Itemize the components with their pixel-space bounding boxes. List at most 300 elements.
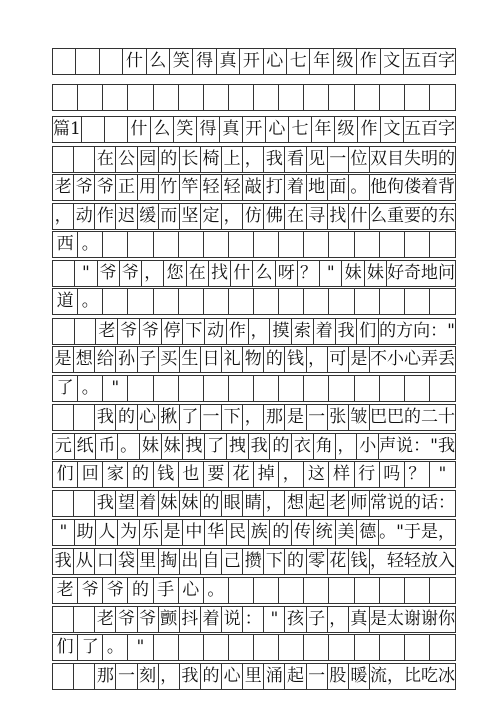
grid-cell: 坚	[180, 204, 201, 229]
grid-cell: 的	[201, 664, 222, 689]
grid-cell: 爷	[138, 607, 159, 632]
grid-cell: ？	[298, 261, 320, 286]
grid-cell: 民	[227, 520, 249, 545]
grid-cell: 角	[314, 434, 336, 459]
grid-row	[52, 260, 456, 287]
grid-cell: 一	[328, 147, 349, 172]
grid-row	[52, 577, 456, 604]
grid-cell	[179, 376, 204, 401]
grid-cell	[329, 289, 354, 314]
grid-cell: 我	[249, 434, 271, 459]
grid-cell: 的方向："	[379, 321, 455, 341]
grid-cell: 股	[328, 664, 349, 689]
grid-cell	[179, 289, 204, 314]
grid-cell: 文	[381, 49, 404, 74]
grid-cell	[154, 376, 179, 401]
grid-cell: 抖	[180, 607, 201, 632]
grid-cell	[103, 85, 128, 110]
grid-cell: 妹	[365, 261, 387, 286]
grid-cell: 级	[335, 117, 358, 142]
grid-cell	[75, 319, 97, 344]
grid-row	[52, 174, 456, 201]
grid-cell: 那	[264, 405, 285, 430]
grid-cell	[355, 289, 380, 314]
grid-cell: ，	[249, 319, 271, 344]
grid-cell: 的	[159, 147, 180, 172]
grid-cell	[430, 578, 455, 603]
grid-cell: 面	[328, 175, 349, 200]
grid-cell: 的	[201, 491, 222, 516]
grid-cell: 可	[328, 347, 349, 372]
grid-cell: 常说的话：	[369, 493, 455, 513]
grid-cell: 是太谢谢你	[369, 609, 455, 629]
grid-cell: 下	[183, 319, 205, 344]
grid-cell: 好奇地问	[386, 263, 455, 283]
grid-cell: 日	[201, 347, 222, 372]
grid-cell: 心	[266, 117, 289, 142]
grid-cell: 己	[222, 549, 243, 574]
grid-cell	[254, 232, 279, 257]
grid-cell: 寻	[307, 204, 328, 229]
grid-cell: 揪	[159, 405, 180, 430]
grid-cell: 爷	[78, 578, 103, 603]
grid-cell	[304, 85, 329, 110]
grid-cell	[355, 85, 380, 110]
grid-cell: 眼	[222, 491, 243, 516]
grid-cell	[304, 232, 329, 257]
grid-cell	[53, 664, 74, 689]
grid-cell: ：	[243, 607, 264, 632]
grid-cell: 元	[53, 434, 75, 459]
grid-cell: 。	[78, 376, 103, 401]
grid-cell: 巴巴的二十	[369, 407, 455, 427]
grid-row	[52, 231, 456, 258]
grid-cell: 里	[243, 664, 264, 689]
grid-cell	[430, 289, 455, 314]
grid-row	[52, 116, 456, 143]
grid-cell: 一	[307, 405, 328, 430]
grid-cell: "	[320, 261, 342, 286]
grid-cell: 我	[95, 405, 116, 430]
grid-cell: 心	[222, 664, 243, 689]
grid-cell	[380, 289, 405, 314]
grid-cell	[254, 85, 279, 110]
grid-cell: 轻	[201, 175, 222, 200]
grid-cell	[329, 635, 354, 660]
grid-cell: 见	[307, 147, 328, 172]
grid-row	[52, 490, 456, 517]
grid-cell: 。	[349, 175, 370, 200]
grid-cell: 美	[336, 520, 358, 545]
grid-row	[52, 606, 456, 633]
grid-cell: ，	[328, 607, 349, 632]
grid-cell: 小	[357, 434, 379, 459]
grid-cell	[53, 319, 75, 344]
grid-cell: 下	[222, 405, 243, 430]
grid-cell	[204, 232, 229, 257]
grid-cell: ，	[264, 491, 285, 516]
grid-cell: 刻	[138, 664, 159, 689]
grid-cell	[380, 85, 405, 110]
grid-cell: 真	[217, 49, 240, 74]
grid-cell: 助	[75, 520, 97, 545]
grid-cell: 不小心弄丢	[369, 349, 455, 369]
grid-cell	[405, 85, 430, 110]
grid-cell: 心	[264, 49, 287, 74]
grid-cell	[229, 289, 254, 314]
grid-cell: 张	[328, 405, 349, 430]
grid-cell: 。	[204, 578, 229, 603]
grid-cell	[53, 49, 76, 74]
grid-cell: 。	[78, 232, 103, 257]
grid-cell: 老	[53, 578, 78, 603]
grid-cell: 起	[307, 491, 328, 516]
grid-cell: ，	[222, 204, 243, 229]
grid-cell: "	[53, 520, 75, 545]
grid-cell	[100, 49, 123, 74]
grid-cell: 竿	[180, 175, 201, 200]
grid-cell: 爷	[116, 607, 137, 632]
grid-row	[52, 404, 456, 431]
grid-cell: 涌	[264, 664, 285, 689]
grid-cell	[430, 232, 455, 257]
grid-cell: 动	[205, 319, 227, 344]
grid-cell: 在	[95, 147, 116, 172]
grid-cell	[204, 289, 229, 314]
grid-cell: 衣	[292, 434, 314, 459]
grid-cell	[279, 289, 304, 314]
grid-cell: 攒	[243, 549, 264, 574]
grid-cell	[74, 405, 95, 430]
grid-cell: 五百字	[404, 119, 455, 139]
grid-cell: 公	[116, 147, 137, 172]
grid-cell	[53, 491, 74, 516]
grid-cell: 传	[292, 520, 314, 545]
grid-cell: ，	[336, 434, 358, 459]
grid-cell	[355, 635, 380, 660]
grid-cell: 币	[96, 434, 118, 459]
grid-cell: 花	[328, 549, 349, 574]
grid-cell: 零	[307, 549, 328, 574]
grid-cell: 篇1	[53, 117, 82, 142]
grid-cell: 长	[180, 147, 201, 172]
grid-cell	[53, 405, 74, 430]
grid-cell: 爷	[118, 319, 140, 344]
grid-cell: 皱	[349, 405, 370, 430]
grid-cell: 的	[264, 347, 285, 372]
grid-cell: 。"于是，	[379, 522, 455, 542]
grid-cell: 买	[159, 347, 180, 372]
grid-cell: 拽	[183, 434, 205, 459]
grid-cell: 声说："我	[379, 436, 455, 456]
grid-cell: 椅	[201, 147, 222, 172]
grid-cell: ，	[53, 204, 74, 229]
grid-cell	[229, 232, 254, 257]
grid-cell	[304, 376, 329, 401]
grid-cell: 。	[103, 635, 128, 660]
grid-cell	[279, 232, 304, 257]
grid-cell	[430, 85, 455, 110]
grid-cell: 是	[53, 347, 74, 372]
grid-cell: 的	[270, 520, 292, 545]
grid-cell: 作	[227, 319, 249, 344]
grid-cell: 么重要的东	[369, 206, 455, 226]
grid-cell	[179, 85, 204, 110]
grid-cell	[380, 635, 405, 660]
grid-cell	[229, 578, 254, 603]
grid-cell	[229, 635, 254, 660]
grid-cell	[154, 289, 179, 314]
grid-cell: 袋	[116, 549, 137, 574]
grid-cell: 停	[162, 319, 184, 344]
grid-cell	[304, 635, 329, 660]
grid-cell: 动	[74, 204, 95, 229]
grid-cell: 一	[116, 664, 137, 689]
grid-cell	[103, 289, 128, 314]
grid-cell: 爷	[74, 175, 95, 200]
grid-cell: 是	[285, 405, 306, 430]
grid-cell: 们	[53, 635, 78, 660]
grid-cell: 望	[116, 491, 137, 516]
grid-cell: 了	[53, 376, 78, 401]
grid-cell: 要	[204, 462, 229, 487]
grid-cell	[179, 635, 204, 660]
grid-cell: 年	[310, 49, 333, 74]
grid-cell: 什	[128, 117, 151, 142]
grid-cell: 掉	[254, 462, 279, 487]
grid-cell	[74, 664, 95, 689]
grid-cell	[53, 607, 74, 632]
grid-cell: 我	[336, 319, 358, 344]
grid-cell: 用	[138, 175, 159, 200]
grid-cell: 年	[312, 117, 335, 142]
grid-cell: 我	[264, 147, 285, 172]
grid-row	[52, 346, 456, 373]
grid-cell: 我	[180, 664, 201, 689]
grid-cell: 笑	[170, 49, 193, 74]
grid-row	[52, 461, 456, 488]
grid-cell: 德	[357, 520, 379, 545]
grid-cell	[405, 232, 430, 257]
grid-cell: 缓	[138, 204, 159, 229]
grid-cell	[329, 85, 354, 110]
grid-cell: 看	[285, 147, 306, 172]
grid-cell	[355, 376, 380, 401]
grid-cell: 摸	[270, 319, 292, 344]
grid-cell: 钱	[349, 549, 370, 574]
grid-cell: 里	[138, 549, 159, 574]
grid-cell: 心	[138, 405, 159, 430]
grid-cell: 上	[222, 147, 243, 172]
grid-cell: 们	[357, 319, 379, 344]
grid-cell: 着	[138, 491, 159, 516]
grid-cell: 爷	[103, 578, 128, 603]
grid-cell: 说	[222, 607, 243, 632]
grid-row	[52, 375, 456, 402]
grid-cell	[254, 635, 279, 660]
grid-cell	[329, 578, 354, 603]
grid-cell: 纸	[75, 434, 97, 459]
grid-cell: "	[103, 376, 128, 401]
grid-cell: 回	[78, 462, 103, 487]
grid-cell: 七	[287, 49, 310, 74]
grid-cell	[53, 261, 75, 286]
grid-cell: 钱	[285, 347, 306, 372]
grid-cell	[329, 376, 354, 401]
grid-cell: 级	[334, 49, 357, 74]
grid-cell	[78, 85, 103, 110]
grid-cell: 给	[95, 347, 116, 372]
grid-cell: 您	[164, 261, 186, 286]
grid-cell: 吗	[380, 462, 405, 487]
grid-cell: 们	[53, 462, 78, 487]
grid-cell	[380, 232, 405, 257]
grid-cell: 师	[349, 491, 370, 516]
grid-cell: ，	[243, 405, 264, 430]
grid-cell: 我	[53, 549, 74, 574]
grid-cell	[304, 289, 329, 314]
grid-cell: 生	[180, 347, 201, 372]
grid-cell	[355, 578, 380, 603]
grid-cell: 园	[138, 147, 159, 172]
grid-cell	[128, 289, 153, 314]
grid-cell: 妹	[180, 491, 201, 516]
grid-cell: 西	[53, 232, 78, 257]
grid-cell: 家	[103, 462, 128, 487]
grid-cell: 妹	[140, 434, 162, 459]
grid-cell: 地	[307, 175, 328, 200]
grid-cell: 什	[123, 49, 146, 74]
grid-cell: 着	[285, 175, 306, 200]
grid-cell	[154, 232, 179, 257]
grid-row	[52, 318, 456, 345]
grid-cell	[279, 635, 304, 660]
grid-cell: 老	[53, 175, 74, 200]
grid-cell: 的	[285, 549, 306, 574]
grid-cell: 那	[95, 664, 116, 689]
grid-row	[52, 519, 456, 546]
grid-cell	[204, 635, 229, 660]
grid-cell: 老	[95, 607, 116, 632]
grid-cell	[405, 289, 430, 314]
grid-cell: 中	[183, 520, 205, 545]
grid-cell: 作	[358, 117, 381, 142]
grid-cell: 出	[180, 549, 201, 574]
grid-cell	[179, 232, 204, 257]
grid-cell: "	[75, 261, 97, 286]
grid-row	[52, 288, 456, 315]
grid-cell: 子	[307, 607, 328, 632]
grid-cell: 。	[118, 434, 140, 459]
grid-cell: 么	[151, 117, 174, 142]
grid-cell: 开	[243, 117, 266, 142]
grid-cell: 他佝偻着背	[369, 177, 455, 197]
grid-cell: 呀	[276, 261, 298, 286]
grid-cell: 是	[349, 347, 370, 372]
grid-cell: 仿	[243, 204, 264, 229]
grid-cell: 在	[187, 261, 209, 286]
grid-cell	[380, 578, 405, 603]
grid-cell	[254, 289, 279, 314]
grid-cell: 的	[116, 405, 137, 430]
grid-cell: 这	[304, 462, 329, 487]
grid-cell: 乐	[140, 520, 162, 545]
grid-cell	[154, 635, 179, 660]
grid-cell: 在	[285, 204, 306, 229]
grid-cell: 起	[285, 664, 306, 689]
grid-cell: 样	[329, 462, 354, 487]
grid-cell	[128, 376, 153, 401]
grid-cell: 爷	[95, 175, 116, 200]
grid-row	[52, 146, 456, 173]
grid-cell: 作	[95, 204, 116, 229]
grid-cell: 是	[162, 520, 184, 545]
grid-cell: 钱	[154, 462, 179, 487]
grid-cell	[254, 376, 279, 401]
grid-cell: 爷	[120, 261, 142, 286]
grid-cell	[279, 578, 304, 603]
grid-cell: 的	[128, 578, 153, 603]
grid-cell: 的	[128, 462, 153, 487]
grid-cell: 得	[193, 49, 216, 74]
grid-cell: 文	[381, 117, 404, 142]
grid-cell: 妹	[342, 261, 364, 286]
grid-cell: 真	[220, 117, 243, 142]
grid-cell: 开	[240, 49, 263, 74]
grid-cell	[405, 635, 430, 660]
grid-cell: "	[438, 464, 447, 484]
grid-cell	[254, 578, 279, 603]
grid-row	[52, 48, 456, 75]
grid-cell	[430, 635, 455, 660]
grid-cell	[229, 376, 254, 401]
grid-cell: 定	[201, 204, 222, 229]
grid-cell: 竹	[159, 175, 180, 200]
grid-cell: 统	[314, 520, 336, 545]
grid-cell: ，轻轻放入	[369, 551, 455, 571]
grid-cell: 孩	[285, 607, 306, 632]
grid-cell: ？	[405, 462, 430, 487]
grid-cell: 老	[328, 491, 349, 516]
grid-row	[52, 84, 456, 111]
grid-cell: 我	[95, 491, 116, 516]
grid-cell: 爷	[140, 319, 162, 344]
grid-cell	[128, 85, 153, 110]
grid-cell: 拽	[227, 434, 249, 459]
grid-cell	[53, 85, 78, 110]
grid-cell: 子	[138, 347, 159, 372]
grid-cell: 迟	[116, 204, 137, 229]
grid-cell: 口	[95, 549, 116, 574]
grid-cell: 什	[231, 261, 253, 286]
grid-cell: 么	[147, 49, 170, 74]
grid-cell: 妹	[162, 434, 184, 459]
grid-cell: 了	[180, 405, 201, 430]
grid-cell: ，	[307, 347, 328, 372]
grid-cell: 颤	[159, 607, 180, 632]
grid-cell: 位	[349, 147, 370, 172]
grid-cell: 真	[349, 607, 370, 632]
grid-cell	[74, 607, 95, 632]
grid-row	[52, 663, 456, 690]
grid-cell: 心	[179, 578, 204, 603]
grid-cell: 。	[78, 289, 103, 314]
grid-cell	[430, 376, 455, 401]
grid-cell: 暖	[349, 664, 370, 689]
grid-cell: 下	[264, 549, 285, 574]
grid-cell	[279, 85, 304, 110]
grid-cell: 想	[285, 491, 306, 516]
